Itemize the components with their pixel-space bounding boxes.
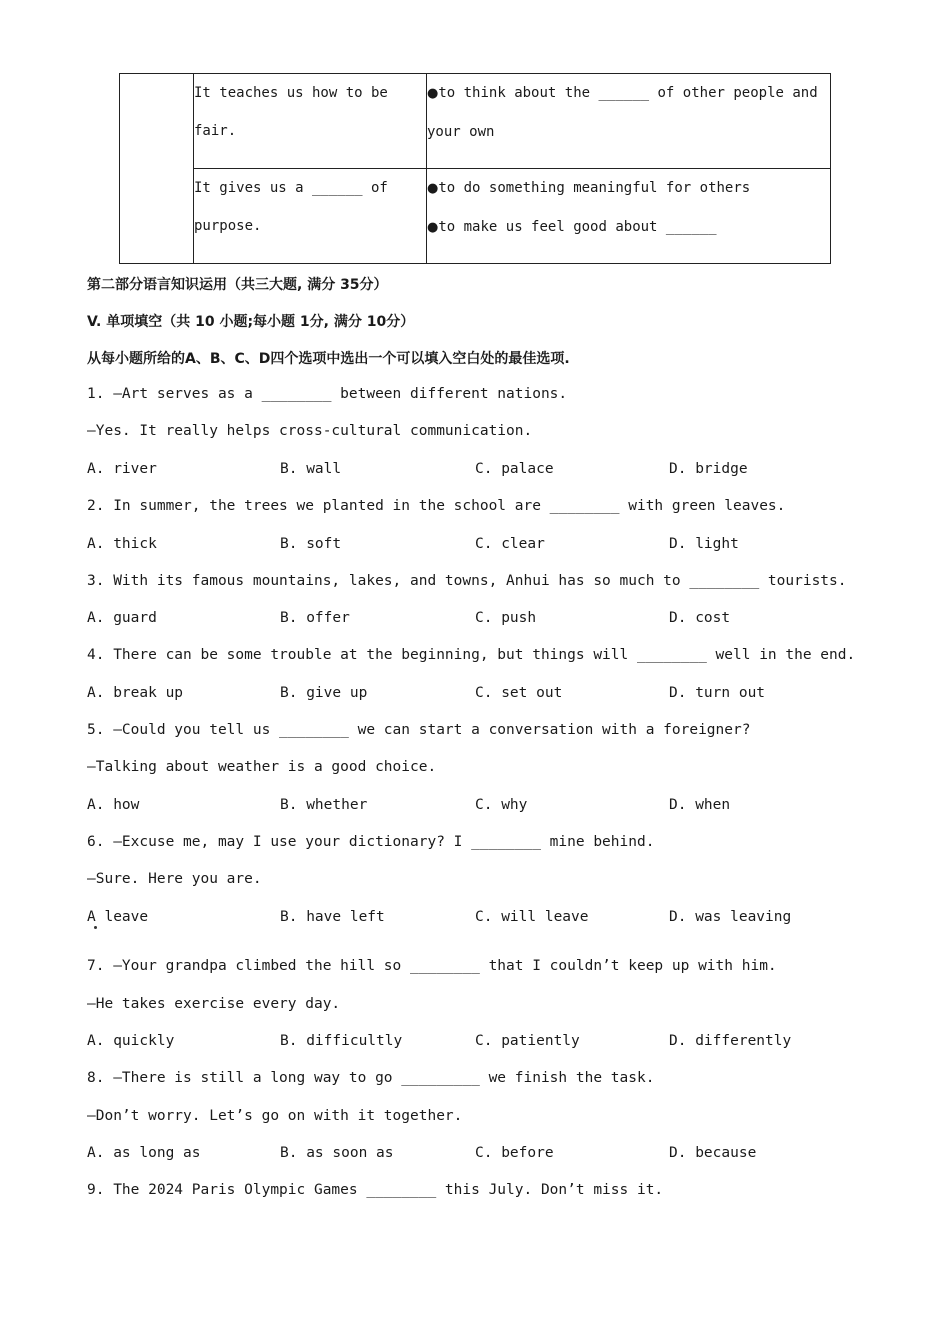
instructions: 从每小题所给的A、B、C、D四个选项中选出一个可以填入空白处的最佳选项. bbox=[87, 351, 570, 367]
cell-line: purpose. bbox=[194, 218, 262, 234]
option-b: B. wall bbox=[280, 461, 342, 477]
info-table bbox=[119, 73, 831, 264]
bullet-icon: ● bbox=[427, 86, 439, 101]
cell-text: to do something meaningful for others bbox=[438, 180, 751, 196]
cell-line bbox=[427, 208, 830, 247]
question-line: —Sure. Here you are. bbox=[87, 871, 262, 887]
option-b: B. whether bbox=[280, 797, 368, 813]
bullet-icon: ● bbox=[427, 181, 439, 196]
question-line: 7. —Your grandpa climbed the hill so ________ that I couldn’t keep up with him. bbox=[87, 958, 777, 974]
question-line: —He takes exercise every day. bbox=[87, 996, 341, 1012]
cell-line: fair. bbox=[194, 123, 237, 139]
option-c: C. why bbox=[475, 797, 528, 813]
option-b: B. soft bbox=[280, 536, 342, 552]
question-line: 1. —Art serves as a ________ between different nations. bbox=[87, 386, 568, 402]
option-a: A. river bbox=[87, 461, 157, 477]
option-c: C. patiently bbox=[475, 1033, 580, 1049]
option-a: A. guard bbox=[87, 610, 157, 626]
question-line: 4. There can be some trouble at the beginning, but things will ________ well in the end. bbox=[87, 647, 856, 663]
option-a: A. thick bbox=[87, 536, 157, 552]
question-line: 6. —Excuse me, may I use your dictionary? I ________ mine behind. bbox=[87, 834, 655, 850]
option-d: D. differently bbox=[669, 1033, 792, 1049]
stray-dot bbox=[94, 926, 97, 929]
option-c: C. will leave bbox=[475, 909, 589, 925]
option-b: B. as soon as bbox=[280, 1145, 394, 1161]
table-row bbox=[120, 74, 831, 169]
cell-line: your own bbox=[427, 124, 495, 140]
cell-line bbox=[427, 169, 830, 208]
section-title: V. 单项填空（共 10 小题;每小题 1分, 满分 10分） bbox=[87, 314, 415, 330]
option-a: A leave bbox=[87, 909, 149, 925]
option-d: D. bridge bbox=[669, 461, 748, 477]
part-title: 第二部分语言知识运用（共三大题, 满分 35分） bbox=[87, 277, 388, 293]
question-line: —Talking about weather is a good choice. bbox=[87, 759, 437, 775]
option-c: C. palace bbox=[475, 461, 554, 477]
table-cell-right bbox=[427, 169, 831, 264]
option-b: B. difficultly bbox=[280, 1033, 403, 1049]
question-line: —Don’t worry. Let’s go on with it together. bbox=[87, 1108, 463, 1124]
cell-text: to make us feel good about ______ bbox=[438, 219, 717, 235]
question-line: 5. —Could you tell us ________ we can start a conversation with a foreigner? bbox=[87, 722, 751, 738]
option-b: B. offer bbox=[280, 610, 350, 626]
question-line: 3. With its famous mountains, lakes, and towns, Anhui has so much to ________ tourists. bbox=[87, 573, 847, 589]
option-a: A. quickly bbox=[87, 1033, 175, 1049]
table-cell-left bbox=[194, 74, 427, 169]
cell-line: It gives us a ______ of bbox=[194, 180, 388, 196]
option-b: B. have left bbox=[280, 909, 385, 925]
option-d: D. cost bbox=[669, 610, 731, 626]
option-d: D. was leaving bbox=[669, 909, 792, 925]
question-line: 9. The 2024 Paris Olympic Games ________ this July. Don’t miss it. bbox=[87, 1182, 664, 1198]
option-c: C. push bbox=[475, 610, 537, 626]
question-line: 2. In summer, the trees we planted in the school are ________ with green leaves. bbox=[87, 498, 786, 514]
table-cell-left bbox=[194, 169, 427, 264]
option-d: D. light bbox=[669, 536, 739, 552]
question-line: —Yes. It really helps cross-cultural communication. bbox=[87, 423, 533, 439]
bullet-icon: ● bbox=[427, 220, 439, 235]
cell-text: It teaches us how to be bbox=[194, 85, 388, 101]
option-c: C. set out bbox=[475, 685, 563, 701]
table-cell-right bbox=[427, 74, 831, 169]
option-b: B. give up bbox=[280, 685, 368, 701]
cell-line bbox=[194, 74, 426, 112]
cell-line bbox=[427, 74, 830, 113]
option-a: A. break up bbox=[87, 685, 184, 701]
option-a: A. as long as bbox=[87, 1145, 201, 1161]
table-row bbox=[120, 169, 831, 264]
question-line: 8. —There is still a long way to go _________ we finish the task. bbox=[87, 1070, 655, 1086]
option-d: D. turn out bbox=[669, 685, 766, 701]
option-d: D. when bbox=[669, 797, 731, 813]
option-c: C. before bbox=[475, 1145, 554, 1161]
cell-text: to think about the ______ of other people and bbox=[438, 85, 818, 101]
option-c: C. clear bbox=[475, 536, 545, 552]
option-a: A. how bbox=[87, 797, 140, 813]
option-d: D. because bbox=[669, 1145, 757, 1161]
table-empty-cell bbox=[120, 74, 194, 264]
